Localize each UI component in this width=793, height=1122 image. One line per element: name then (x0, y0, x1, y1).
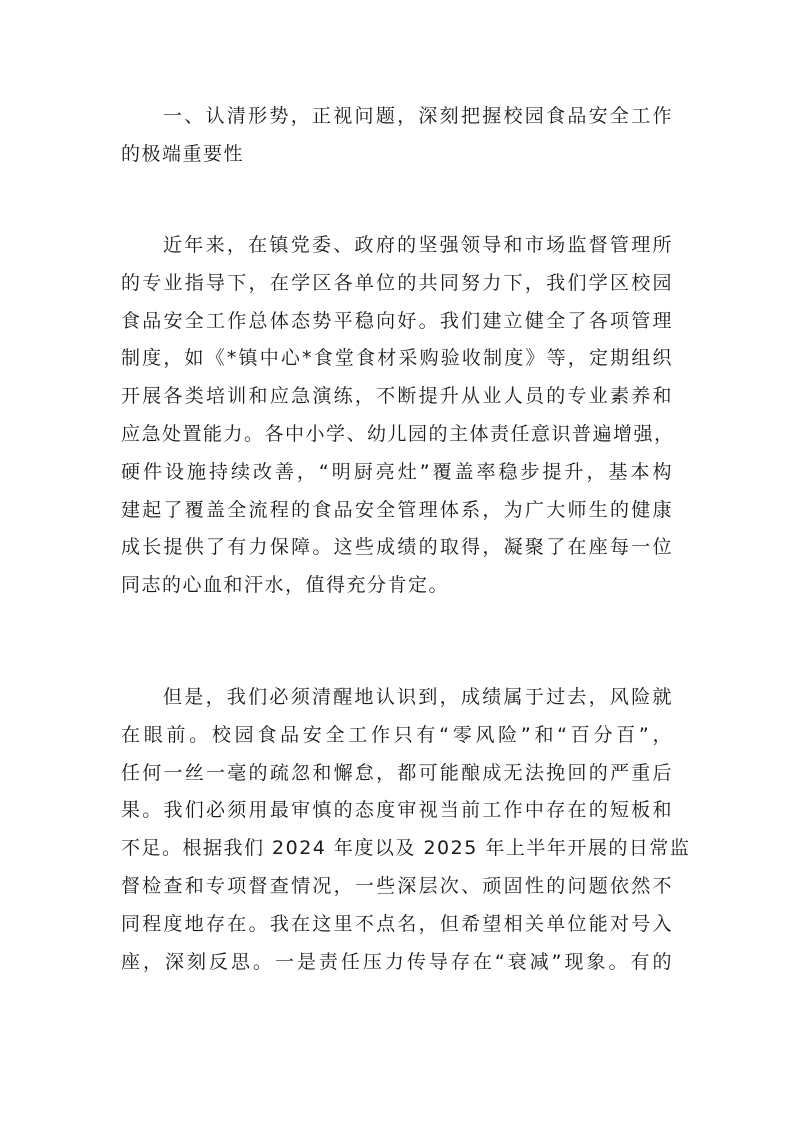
paragraph-line: 在眼前。校园食品安全工作只有“零风险”和“百分百”， (121, 723, 673, 746)
paragraph-line: 建起了覆盖全流程的食品安全管理体系，为广大师生的健康 (121, 498, 673, 521)
paragraph-line: 果。我们必须用最审慎的态度审视当前工作中存在的短板和 (121, 799, 673, 822)
paragraph-line: 的专业指导下，在学区各单位的共同努力下，我们学区校园 (121, 271, 673, 294)
paragraph-line: 但是，我们必须清醒地认识到，成绩属于过去，风险就 (163, 686, 673, 708)
section-heading (121, 98, 673, 174)
paragraph-line: 制度，如《*镇中心*食堂食材采购验收制度》等，定期组织 (121, 347, 673, 370)
heading-line: 一、认清形势，正视问题，深刻把握校园食品安全工作 (163, 105, 673, 127)
paragraph-line: 督检查和专项督查情况，一些深层次、顽固性的问题依然不 (121, 874, 673, 897)
paragraph-line: 应急处置能力。各中小学、幼儿园的主体责任意识普遍增强， (121, 422, 675, 445)
paragraph-achievements (121, 227, 673, 605)
heading-line: 的极端重要性 (121, 142, 245, 165)
paragraph-line: 成长提供了有力保障。这些成绩的取得，凝聚了在座每一位 (121, 536, 673, 559)
paragraph-line: 不足。根据我们 2024 年度以及 2025 年上半年开展的日常监 (121, 837, 691, 860)
paragraph-line: 任何一丝一毫的疏忽和懈怠，都可能酿成无法挽回的严重后 (121, 761, 673, 784)
paragraph-problems (121, 679, 691, 981)
paragraph-line: 同程度地存在。我在这里不点名，但希望相关单位能对号入 (121, 912, 673, 935)
paragraph-line: 座，深刻反思。一是责任压力传导存在“衰减”现象。有的 (121, 950, 673, 973)
paragraph-line: 开展各类培训和应急演练，不断提升从业人员的专业素养和 (121, 385, 673, 408)
paragraph-line: 食品安全工作总体态势平稳向好。我们建立健全了各项管理 (121, 309, 673, 332)
paragraph-line: 同志的心血和汗水，值得充分肯定。 (121, 574, 450, 597)
paragraph-line: 硬件设施持续改善，“明厨亮灶”覆盖率稳步提升，基本构 (121, 460, 673, 483)
paragraph-line: 近年来，在镇党委、政府的坚强领导和市场监督管理所 (163, 234, 673, 256)
